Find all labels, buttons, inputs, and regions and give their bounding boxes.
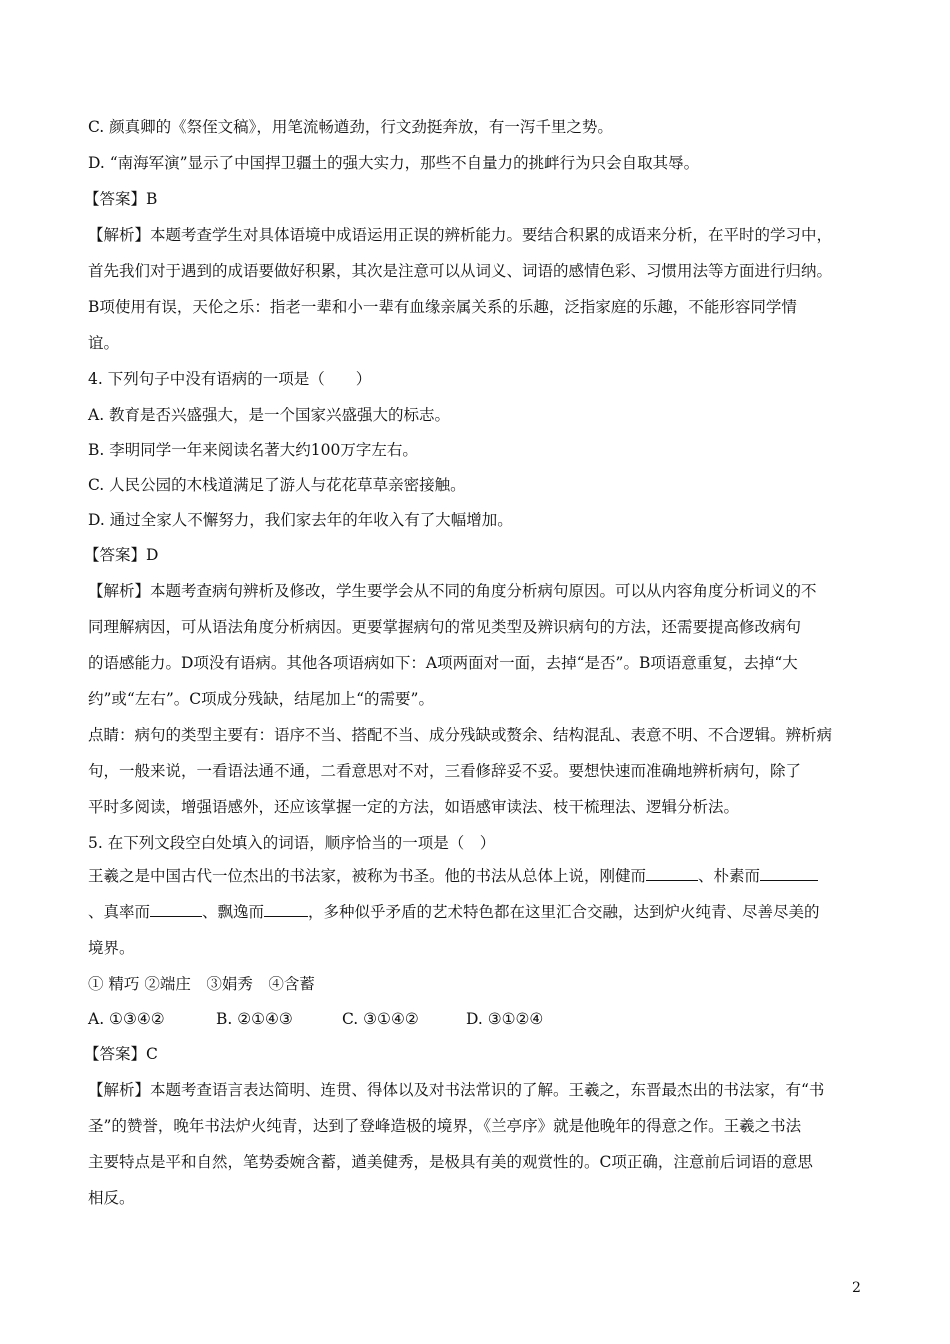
q4-analysis-line-1: 【解析】本题考查病句辨析及修改，学生要学会从不同的角度分析病句原因。可以从内容角度分析词义的不	[88, 582, 817, 600]
q4-tips-line-1: 点睛：病句的类型主要有：语序不当、搭配不当、成分残缺或赘余、结构混乱、表意不明、不合逻辑。辨析病	[88, 726, 833, 744]
q5-passage-line-1	[88, 866, 818, 886]
q5-choice-b: B. ②①④③	[216, 1010, 293, 1028]
q3-analysis-line-2: 首先我们对于遇到的成语要做好积累，其次是注意可以从词义、词语的感情色彩、习惯用法等方面进行归纳。	[88, 262, 833, 280]
q5-choice-d: D. ③①②④	[466, 1010, 544, 1028]
q4-analysis-line-3: 的语感能力。D项没有语病。其他各项语病如下：A项两面对一面，去掉“是否”。B项语意重复，去掉“大	[88, 654, 798, 672]
q5-question: 5. 在下列文段空白处填入的词语，顺序恰当的一项是（ ）	[88, 834, 496, 852]
q5-passage-text: 、飘逸而	[202, 903, 265, 921]
q4-option-d: D. 通过全家人不懈努力，我们家去年的年收入有了大幅增加。	[88, 511, 513, 529]
q3-analysis-line-1: 【解析】本题考查学生对具体语境中成语运用正误的辨析能力。要结合积累的成语来分析，在平时的学习中，	[88, 226, 833, 244]
q5-analysis-line-2: 圣”的赞誉，晚年书法炉火纯青，达到了登峰造极的境界，《兰亭序》就是他晚年的得意之作。王羲之书法	[88, 1117, 802, 1135]
q4-analysis-line-4: 约”或“左右”。C项成分残缺，结尾加上“的需要”。	[88, 690, 434, 708]
fill-blank	[150, 902, 202, 917]
q4-question: 4. 下列句子中没有语病的一项是（ ）	[88, 370, 372, 388]
q5-analysis-line-4: 相反。	[88, 1189, 135, 1207]
q5-passage-text: 、朴素而	[698, 867, 761, 885]
q5-word-list: ① 精巧 ②端庄 ③娟秀 ④含蓄	[88, 975, 315, 993]
q4-option-a: A. 教育是否兴盛强大，是一个国家兴盛强大的标志。	[88, 406, 451, 424]
fill-blank	[646, 866, 698, 881]
q5-passage-text: ，多种似乎矛盾的艺术特色都在这里汇合交融，达到炉火纯青、尽善尽美的	[308, 903, 820, 921]
fill-blank	[264, 902, 308, 917]
q4-tips-line-3: 平时多阅读，增强语感外，还应该掌握一定的方法，如语感审读法、枝干梳理法、逻辑分析法。	[88, 798, 740, 816]
q3-analysis-line-3: B项使用有误，天伦之乐：指老一辈和小一辈有血缘亲属关系的乐趣，泛指家庭的乐趣，不能形容同学情	[88, 298, 797, 316]
q3-analysis-line-4: 谊。	[88, 334, 120, 352]
page-number: 2	[852, 1280, 861, 1296]
q5-analysis-line-1: 【解析】本题考查语言表达简明、连贯、得体以及对书法常识的了解。王羲之，东晋最杰出的书法家，有“书	[88, 1081, 825, 1099]
q4-answer: 【答案】D	[84, 546, 159, 564]
q5-passage-line-2	[88, 902, 820, 922]
q3-answer: 【答案】B	[84, 190, 158, 208]
q4-analysis-line-2: 同理解病因，可从语法角度分析病因。更要掌握病句的常见类型及辨识病句的方法，还需要提高修改病句	[88, 618, 802, 636]
q3-option-c: C. 颜真卿的《祭侄文稿》，用笔流畅遒劲，行文劲挺奔放，有一泻千里之势。	[88, 118, 613, 136]
q5-analysis-line-3: 主要特点是平和自然，笔势委婉含蓄，遒美健秀，是极具有美的观赏性的。C项正确，注意前后词语的意思	[88, 1153, 813, 1171]
q5-answer: 【答案】C	[84, 1045, 158, 1063]
q5-passage-text: 王羲之是中国古代一位杰出的书法家，被称为书圣。他的书法从总体上说，刚健而	[88, 867, 647, 885]
q4-option-b: B. 李明同学一年来阅读名著大约100万字左右。	[88, 441, 418, 459]
q4-tips-line-2: 句，一般来说，一看语法通不通，二看意思对不对，三看修辞妥不妥。要想快速而准确地辨析病句，除了	[88, 762, 802, 780]
q4-option-c: C. 人民公园的木栈道满足了游人与花花草草亲密接触。	[88, 476, 466, 494]
q5-choices	[88, 1009, 543, 1029]
fill-blank	[760, 866, 818, 881]
q5-choice-c: C. ③①④②	[342, 1010, 419, 1028]
q5-passage-text: 、真率而	[88, 903, 151, 921]
q5-passage-line-3: 境界。	[88, 939, 135, 957]
q3-option-d: D. “南海军演”显示了中国捍卫疆土的强大实力，那些不自量力的挑衅行为只会自取其辱。	[88, 154, 700, 172]
q5-choice-a: A. ①③④②	[88, 1010, 165, 1028]
